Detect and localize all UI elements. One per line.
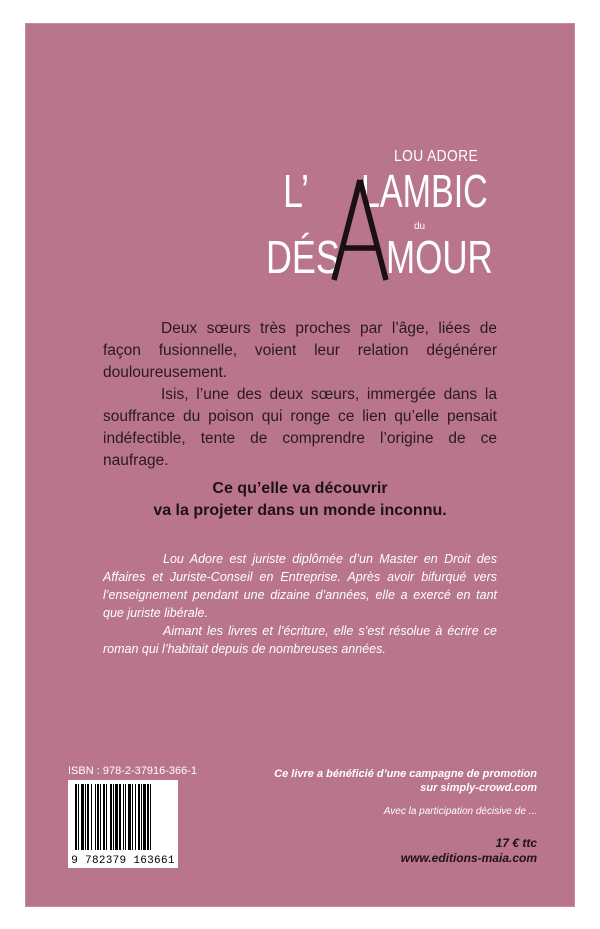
title-du: du [414,221,426,232]
isbn-label: ISBN : 978-2-37916-366-1 [68,765,198,777]
title-mour: MOUR [386,231,493,283]
author-bio [103,550,497,658]
author-name: LOU ADORE [394,148,479,165]
barcode [68,780,178,868]
website-link[interactable]: www.editions-maia.com [400,851,537,865]
bio-paragraph-1: Lou Adore est juriste diplômée d’un Master en Droit des Affaires et Juriste-Conseil en Entreprise. Après avoir bifurqué vers l’enseignement pendant une dizaine d’années, elle a exercé en tant que juriste libérale. [103,552,497,620]
bio-paragraph-2: Aimant les livres et l’écriture, elle s’est résolue à écrire ce roman qui l’habitait depuis de nombreuses années. [103,624,497,656]
teaser [100,478,500,522]
promo-text [274,767,537,795]
title-des: DÉS [266,231,340,283]
blurb-paragraph-1: Deux sœurs très proches par l’âge, liées de façon fusionnelle, voient leur relation dégénérer douloureusement. [103,320,497,381]
teaser-line-2: va la projeter dans un monde inconnu. [153,502,447,519]
barcode-digits: 9 782379 163661 [71,855,175,867]
title-l-apostrophe: L’ [283,165,309,217]
promo-line-1: Ce livre a bénéficié d’une campagne de promotion [274,768,537,780]
participation-text: Avec la participation décisive de ... [383,806,537,817]
price: 17 € ttc [495,836,537,850]
blurb-paragraph-2: Isis, l’une des deux sœurs, immergée dans la souffrance du poison qui ronge ce lien qu’elle pensait indéfectible, tente de comprendre l’origine de ce naufrage. [103,386,497,469]
barcode-icon [74,784,172,850]
promo-line-2: sur simply-crowd.com [420,782,537,794]
teaser-line-1: Ce qu’elle va découvrir [212,480,388,497]
title-lambic: LAMBIC [361,165,488,217]
blurb [103,318,497,472]
big-a-glyph [330,178,390,282]
